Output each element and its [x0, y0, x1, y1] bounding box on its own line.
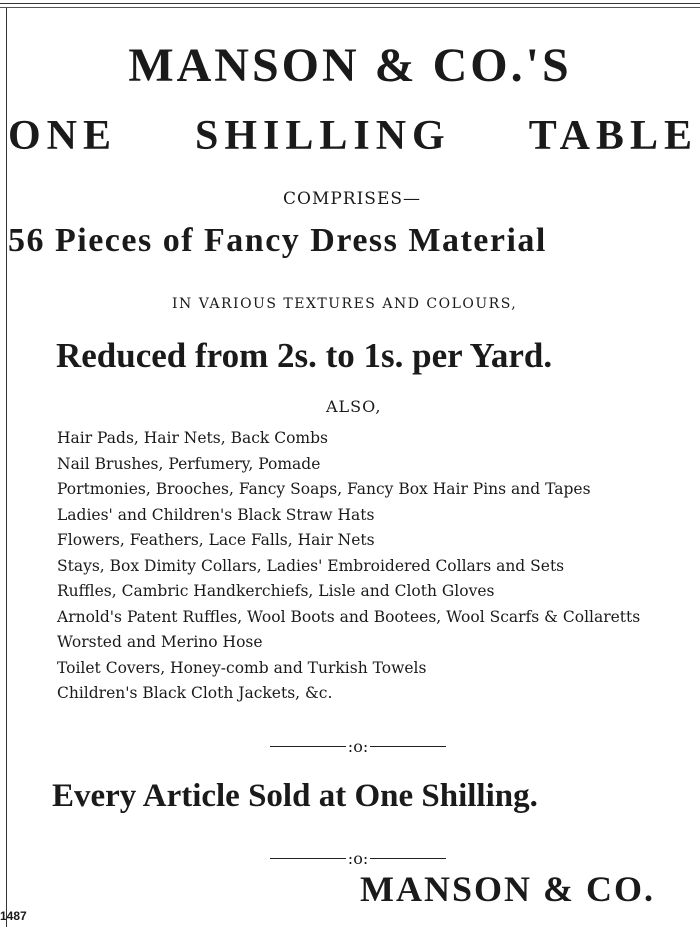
list-item: Hair Pads, Hair Nets, Back Combs	[57, 429, 328, 447]
list-item: Nail Brushes, Perfumery, Pomade	[57, 454, 321, 473]
list-item: Arnold's Patent Ruffles, Wool Boots and Bootees, Wool Scarfs & Collaretts	[57, 607, 641, 626]
also-heading: ALSO,	[326, 397, 382, 416]
list-item: Flowers, Feathers, Lace Falls, Hair Nets	[57, 531, 375, 549]
item-list	[57, 428, 640, 709]
subtitle-word-one: ONE	[8, 113, 118, 159]
divider-rule-left	[270, 746, 346, 747]
subtitle-word-table: TABLE	[528, 113, 698, 159]
divider-mark: :o:	[347, 736, 369, 756]
top-rule-inner	[0, 7, 700, 8]
subtitle-word-shilling: SHILLING	[194, 113, 451, 159]
list-item: Worsted and Merino Hose	[57, 633, 263, 651]
advert-signature: MANSON & CO.	[360, 869, 655, 909]
list-item: Ladies' and Children's Black Straw Hats	[57, 505, 375, 524]
ornamental-divider	[270, 736, 446, 756]
comprises-heading: COMPRISES—	[283, 189, 422, 209]
divider-rule-right	[370, 858, 446, 859]
list-item: Stays, Box Dimity Collars, Ladies' Embroidered Collars and Sets	[57, 556, 565, 575]
advert-code: 1487	[0, 909, 27, 923]
advert-title: MANSON & CO.'S	[128, 39, 572, 92]
divider-rule-right	[370, 746, 446, 747]
price-reduction-headline: Reduced from 2s. to 1s. per Yard.	[56, 336, 553, 375]
divider-mark: :o:	[347, 848, 369, 868]
pieces-headline: 56 Pieces of Fancy Dress Material	[8, 222, 547, 259]
every-article-headline: Every Article Sold at One Shilling.	[52, 778, 538, 814]
list-item: Toilet Covers, Honey-comb and Turkish Towels	[57, 658, 427, 677]
list-item: Ruffles, Cambric Handkerchiefs, Lisle and Cloth Gloves	[57, 582, 495, 600]
list-item: Portmonies, Brooches, Fancy Soaps, Fancy Box Hair Pins and Tapes	[57, 480, 591, 498]
textures-line: IN VARIOUS TEXTURES AND COLOURS,	[172, 296, 518, 312]
ornamental-divider	[270, 848, 446, 868]
divider-rule-left	[270, 858, 346, 859]
left-rule	[6, 8, 7, 927]
list-item: Children's Black Cloth Jackets, &c.	[57, 684, 333, 702]
top-rule	[0, 3, 700, 4]
advert-subtitle	[8, 112, 698, 160]
